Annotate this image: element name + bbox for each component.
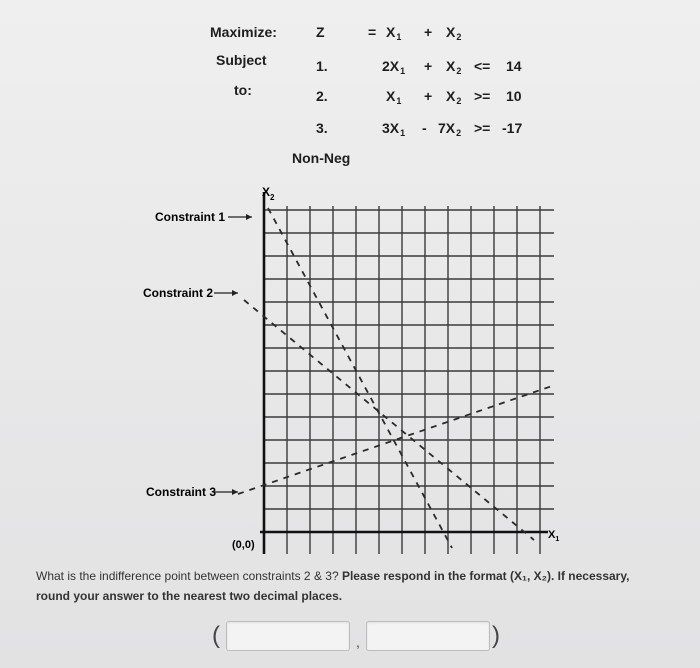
origin-label: (0,0) <box>232 539 255 551</box>
question-text <box>36 566 656 606</box>
label-arrows <box>214 214 252 495</box>
constraint-1-term-2: $X_2$ <box>446 58 462 76</box>
constraint-2-number: 2. <box>316 88 328 104</box>
answer-row <box>210 618 510 658</box>
graph-grid <box>260 192 554 554</box>
objective-operator: + <box>424 24 433 40</box>
x1-answer-input[interactable] <box>226 621 350 651</box>
constraint-1-rhs: 14 <box>506 58 522 74</box>
constraint-2-operator: + <box>424 88 433 104</box>
constraint-1-arrow-head <box>246 214 252 220</box>
question-instructions: Please respond in the format (X₁, X₂). If necessary, round your answer to the nearest two decimal places. <box>36 569 630 603</box>
constraint-1-label: Constraint 1 <box>155 210 226 224</box>
constraint-2-relation: >= <box>474 88 491 104</box>
nonneg-label: Non-Neg <box>292 150 351 166</box>
objective-equals: = <box>368 24 377 40</box>
open-paren: ( <box>212 622 220 649</box>
to-label: to: <box>234 82 252 98</box>
constraint-3-number: 3. <box>316 120 328 136</box>
constraint-1-number: 1. <box>316 58 328 74</box>
close-paren: ) <box>492 622 500 649</box>
constraint-3-operator: - <box>422 120 427 136</box>
constraint-3-rhs: -17 <box>502 120 523 136</box>
x2-answer-input[interactable] <box>366 621 490 651</box>
maximize-label: Maximize: <box>210 24 277 40</box>
y-axis-label: $X_2$ <box>262 185 275 202</box>
constraint-2-term-1: $X_1$ <box>386 88 402 106</box>
objective-term-2: $X_2$ <box>446 24 462 42</box>
constraint-3-label: Constraint 3 <box>146 485 217 499</box>
constraint-2-label: Constraint 2 <box>143 286 214 300</box>
constraint-1-relation: <= <box>474 58 491 74</box>
constraint-3-term-1: $3X_1$ <box>382 120 406 138</box>
constraint-1-term-1: $2X_1$ <box>382 58 406 76</box>
objective-variable: Z <box>316 24 325 40</box>
objective-term-1: $X_1$ <box>386 24 402 42</box>
constraint-2-term-2: $X_2$ <box>446 88 462 106</box>
constraint-2-rhs: 10 <box>506 88 522 104</box>
answer-comma: , <box>356 634 360 650</box>
constraint-1-operator: + <box>424 58 433 74</box>
x-axis-label: $X_1$ <box>548 529 560 543</box>
constraint-3-term-2: $7X_2$ <box>438 120 462 138</box>
subject-label: Subject <box>216 52 267 68</box>
question-plain: What is the indifference point between constraints 2 & 3? <box>36 569 339 583</box>
constraint-2-arrow-head <box>232 290 238 296</box>
constraint-3-relation: >= <box>474 120 491 136</box>
constraint-lines <box>238 208 552 548</box>
constraint-3-arrow-head <box>232 489 238 495</box>
